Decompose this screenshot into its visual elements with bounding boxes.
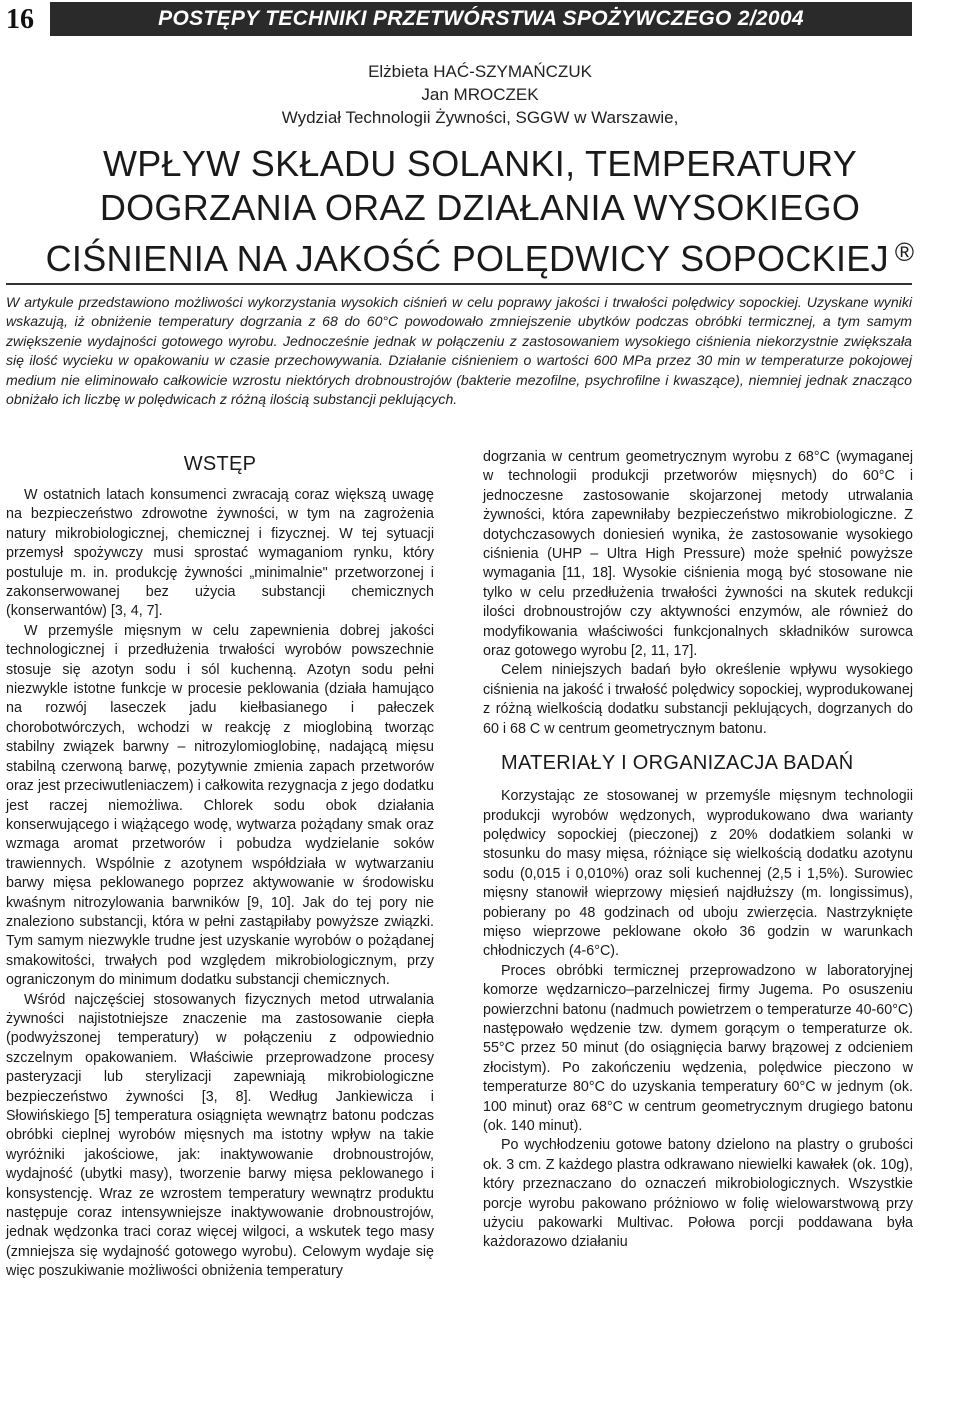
left-column xyxy=(6,450,434,1282)
registered-mark: ® xyxy=(894,237,915,267)
article-title xyxy=(20,142,940,281)
journal-banner xyxy=(50,2,912,36)
title-line: DOGRZANIA ORAZ DZIAŁANIA WYSOKIEGO xyxy=(99,187,861,228)
paragraph: W ostatnich latach konsumenci zwracają coraz większą uwagę na bezpieczeństwo zdrowotne żywności, w tym na zagrożenia natury mikrobiologicznej, chemicznej i fizycznej. W tej sytuacji przemysł spożywczy musi sprostać wymaganiom rynku, który postuluje m. in. produkcję żywności „minimalnie" przetworzonej i zakonserwowanej bez użycia substancji chemicznych (konserwantów) [3, 4, 7]. xyxy=(6,487,434,620)
author-name: Jan MROCZEK xyxy=(421,85,539,104)
paragraph: Wśród najczęściej stosowanych fizycznych metod utrwalania żywności najistotniejsze znaczenie ma zastosowanie ciepła (podwyższonej temperatury) w połączeniu z odpowiednio szczelnym opakowaniem. Właściwie przeprowadzone procesy pasteryzacji lub sterylizacji zapewniają mikrobiologiczne bezpieczeństwo żywności [3, 8]. Według Jankiewicza i Słowińskiego [5] temperatura osiągnięta wewnątrz batonu podczas obróbki cieplnej wyrobów mięsnych ma istotny wpływ na takie wyróżniki jakościowe, jak: inaktywowanie drobnoustrojów, wydajność (ubytki masy), tworzenie barwy mięsa peklowanego i konsystencję. Wraz ze wzrostem temperatury wewnątrz produktu następuje coraz intensywniejsze inaktywowanie drobnoustrojów, jednak wędzonka traci coraz więcej wilgoci, a wskutek tego masy (zmniejsza się wydajność gotowego wyrobu). Celowym wydaje się więc poszukiwanie możliwości obniżenia temperatury xyxy=(6,991,434,1280)
page-number: 16 xyxy=(6,4,34,35)
title-line-last xyxy=(20,230,940,281)
author-name: Elżbieta HAĆ-SZYMAŃCZUK xyxy=(368,62,592,81)
author-block xyxy=(0,60,960,129)
journal-title: POSTĘPY TECHNIKI PRZETWÓRSTWA SPOŻYWCZEGO 2/2004 xyxy=(158,7,804,30)
title-line: WPŁYW SKŁADU SOLANKI, TEMPERATURY xyxy=(102,143,858,184)
abstract: W artykule przedstawiono możliwości wykorzystania wysokich ciśnień w celu poprawy jakości i trwałości polędwicy sopockiej. Uzyskane wyniki wskazują, iż obniżenie temperatury dogrzania z 68 do 60°C powodowało zmniejszenie ubytków podczas obróbki termicznej, a tym samym zwiększenie wydajności gotowego wyrobu. Jednocześnie jednak w połączeniu z zastosowaniem wysokiego ciśnienia niekorzystnie zwiększała się ilość wycieku w opakowaniu w czasie przechowywania. Działanie ciśnieniem o wartości 600 MPa przez 30 min w temperaturze pokojowej medium nie eliminowało całkowicie wzrostu niektórych drobnoustrojów (bakterie mezofilne, psychrofilne i kwaszące), niemniej jednak znacząco obniżało ich liczbę w polędwicach z różną ilością substancji peklujących. xyxy=(6,294,912,408)
paragraph: Po wychłodzeniu gotowe batony dzielono na plastry o grubości ok. 3 cm. Z każdego plastra odkrawano niewielki kawałek (ok. 10g), który przeznaczano do oznaczeń mikrobiologicznych. Wszystkie porcje wyrobu pakowano próżniowo w folię wielowarstwową przy użyciu pakowarki Multivac. Połowa porcji poddawana była każdorazowo działaniu xyxy=(483,1137,913,1251)
paragraph: Celem niniejszych badań było określenie wpływu wysokiego ciśnienia na jakość i trwałość polędwicy sopockiej, wyprodukowanej z różną wielkością dodatku substancji peklujących, dogrzanych do 60 i 68 C w centrum geometrycznym batonu. xyxy=(483,662,913,737)
page-header xyxy=(0,0,960,42)
paragraph: dogrzania w centrum geometrycznym wyrobu z 68°C (wymaganej w technologii produkcji przetworów mięsnych) do 60°C i jednoczesne zastosowanie skojarzonej metody utrwalania żywności, która zapewniłaby bezpieczeństwo mikrobiologiczne. Z dotychczasowych doniesień wynika, że zastosowanie wysokiego ciśnienia (UHP – Ultra High Pressure) może spełnić powyższe wymagania [11, 18]. Wysokie ciśnienia mogą być stosowane nie tylko w celu przedłużenia trwałości żywności na skutek redukcji ilości drobnoustrojów czy aktywności enzymów, ale również do modyfikowania właściwości funkcjonalnych składników surowca oraz gotowego wyrobu [2, 11, 17]. xyxy=(483,449,913,660)
right-column xyxy=(483,448,913,1253)
title-text: CIŚNIENIA NA JAKOŚĆ POLĘDWICY SOPOCKIEJ xyxy=(45,238,889,279)
affiliation: Wydział Technologii Żywności, SGGW w Warszawie, xyxy=(281,108,679,127)
section-heading: MATERIAŁY I ORGANIZACJA BADAŃ xyxy=(501,752,854,775)
paragraph: Korzystając ze stosowanej w przemyśle mięsnym technologii produkcji wyrobów wędzonych, wyprodukowano dwa warianty polędwicy sopockiej (pieczonej) z 20% dodatkiem solanki w stosunku do masy mięsa, różniące się wielkością dodatku azotynu sodu (0,015 i 0,010%) oraz soli kuchennej (2,5 i 1,5%). Surowiec mięsny stanowił wieprzowy mięsień najdłuższy (m. longissimus), pobierany po 48 godzinach od uboju zwierzęcia. Nastrzyknięte mięso wieprzowe peklowane około 36 godzin w warunkach chłodniczych (4-6°C). xyxy=(483,788,913,960)
paragraph: W przemyśle mięsnym w celu zapewnienia dobrej jakości technologicznej i przedłużenia trwałości wyrobów powszechnie stosuje się azotyn sodu i sól kuchenną. Azotyn sodu pełni niezwykle istotne funkcje w procesie peklowania (działa hamująco na rozwój laseczek jadu kiełbasianego i pałeczek chorobotwórczych, wchodzi w reakcję z mioglobiną tworząc stabilny związek barwny – nitrozylomioglobinę, nadającą mięsu stabilną czerwoną barwę, pozytywnie zmienia zapach przetworów oraz jest przeciwutleniaczem) i całkowita rezygnacja z jego dodatku jest raczej niemożliwa. Chlorek sodu obok działania konserwującego i wiążącego wodę, wytwarza pożądany smak oraz wzmaga aromat przetworów i pobudza wydzielanie soków trawiennych. Wspólnie z azotynem współdziała w wytwarzaniu barwy mięsa peklowanego poprzez aktywowanie w środowisku kwaśnym nitrozylowania barwników [9, 10]. Jak do tej pory nie znaleziono substancji, która w pełni zastąpiłaby powyższe związki. Tym samym niezwykle trudne jest uzyskanie wyrobów o pożądanej smakowitości, trwałych pod względem mikrobiologicznym, przy ograniczonym do minimum dodatku substancji chemicznych. xyxy=(6,622,434,989)
section-heading: WSTĘP xyxy=(183,453,257,475)
title-divider xyxy=(6,283,912,285)
paragraph: Proces obróbki termicznej przeprowadzono w laboratoryjnej komorze wędzarniczo–parzelniczej firmy Jugema. Po osuszeniu powierzchni batonu (nadmuch powietrzem o temperaturze 40-60°C) następowało wędzenie tzw. dymem gorącym o temperaturze ok. 55°C przez 50 minut (do osiągnięcia barwy brązowej z odcieniem złocistym). Po zakończeniu wędzenia, polędwice pieczono w temperaturze 80°C do uzyskania temperatury 60°C w jednym (ok. 100 minut) oraz 68°C w centrum geometrycznym drugiego batonu (ok. 140 minut). xyxy=(483,962,913,1134)
